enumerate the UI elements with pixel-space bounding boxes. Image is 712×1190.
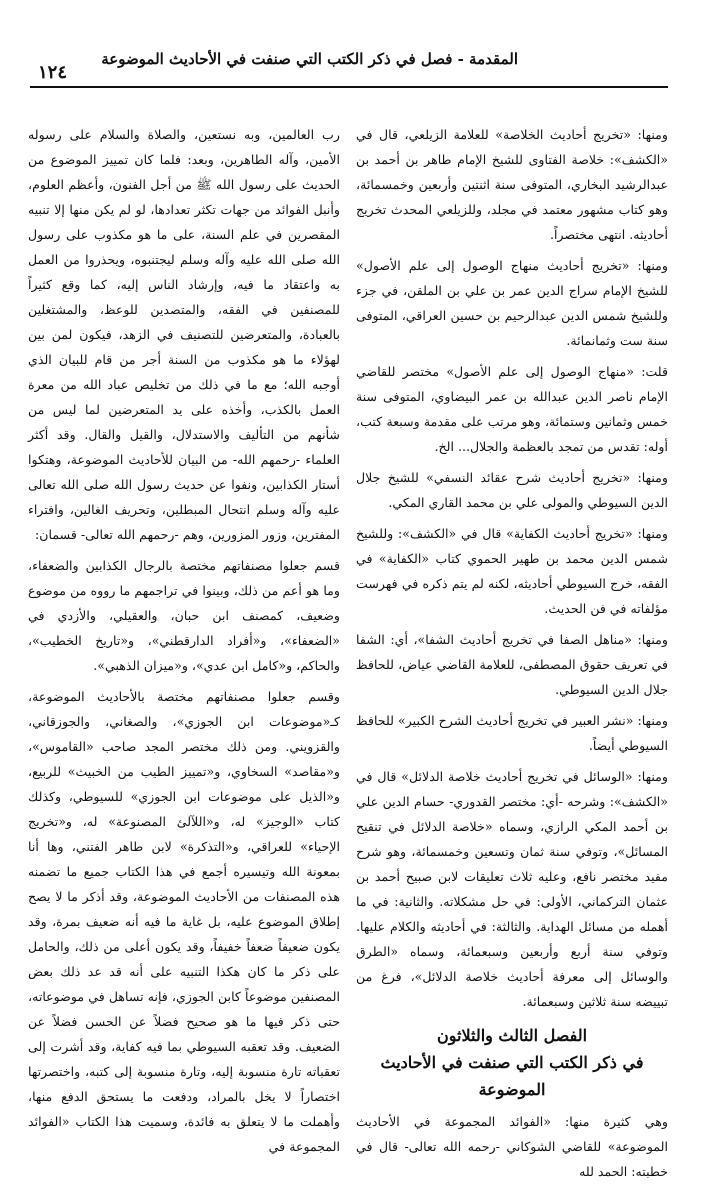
paragraph: قسم جعلوا مصنفاتهم مختصة بالرجال الكذابين والضعفاء، وما هو أعم من ذلك، وبينوا في تراجمهم ما رووه من موضوع وضعيف، كمصنف ابن حبان، والعقيلي، والأزدي في «الضعفاء»، و«أفراد الدارقطني»، و«تاريخ الخطيب»، والحاكم، و«كامل ابن عدي»، و«ميزان الذهبي». (28, 558, 340, 673)
paragraph: ومنها: «تخريج أحاديث شرح عقائد النسفي» للشيخ جلال الدين السيوطي والمولى علي بن محمد القاري المكي. (356, 470, 668, 510)
paragraph: ومنها: «نشر العبير في تخريج أحاديث الشرح الكبير» للحافظ السيوطي أيضاً. (356, 713, 668, 753)
paragraph: وقسم جعلوا مصنفاتهم مختصة بالأحاديث الموضوعة، كـ«موضوعات ابن الجوزي»، والصغاني، والجوزقاني، والقزويني. ومن ذلك مختصر المجد صاحب «القاموس»، و«مقاصد» السخاوي، و«تمييز الطيب من الخبيث» للربيع، و«الذيل على موضوعات ابن الجوزي» للسيوطي، وكذلك كتاب «الوجيز» له، و«اللآلئ المصنوعة» له، و«تخريج الإحياء» للعراقي، و«التذكرة» لابن طاهر الفتني، وها أنا بمعونة الله وتيسيره أجمع في هذا الكتاب جميع ما تضمنه هذه المصنفات من الأحاديث الموضوعة، وقد أذكر ما لا يصح إطلاق الموضوع عليه، بل غاية ما فيه أنه ضعيف بمرة، وقد يكون ضعيفاً ضعفاً خفيفاً، وقد يكون أعلى من ذلك، والحامل على ذكر ما كان هكذا التنبيه على أنه قد عد ذلك بعض المصنفين موضوعاً كابن الجوزي، فإنه تساهل في موضوعاته، حتى ذكر فيها ما هو صحيح فضلاً عن الحسن فضلاً عن الضعيف. وقد تعقبه السيوطي بما فيه كفاية، وقد أشرت إلى تعقباته تارة منسوبة إليه، وتارة منسوبة إلى كتبه، واختصرتها اختصاراً لا يخل بالمراد، ودفعت ما يستحق الدفع منها، وأهملت ما لا يتعلق به فائدة، وسميت هذا الكتاب «الفوائد المجموعة في (28, 689, 340, 1154)
paragraph: وهي كثيرة منها: «الفوائد المجموعة في الأحاديث الموضوعة» للقاضي الشوكاني -رحمه الله تعالى- قال في خطبته: الحمد لله (356, 1114, 668, 1179)
paragraph: ومنها: «تخريج أحاديث الكفاية» قال في «الكشف»: وللشيخ شمس الدين محمد بن طهير الحموي كتاب «الكفاية» في الفقه، خرج السيوطي أحاديثه، لكنه لم يتم ذكره في فهرست مؤلفاته في فن الحديث. (356, 526, 668, 616)
header-divider (30, 86, 668, 88)
chapter-number: الفصل الثالث والثلاثون (436, 1026, 588, 1045)
chapter-heading (356, 1022, 668, 1103)
paragraph: ومنها: «تخريج أحاديث منهاج الوصول إلى علم الأصول» للشيخ الإمام سراج الدين عمر بن علي بن الملقن، في جزء وللشيخ شمس الدين عبدالرحيم بن حسين العراقي، المتوفى سنة ست وثمانمائة. (356, 258, 668, 348)
left-column (28, 122, 340, 1165)
chapter-title: في ذكر الكتب التي صنفت في الأحاديث الموضوعة (380, 1053, 644, 1099)
page-header (30, 46, 668, 90)
paragraph: ومنها: «الوسائل في تخريج أحاديث خلاصة الدلائل» قال في «الكشف»: وشرحه -أي: مختصر القدوري- حسام الدين علي بن أحمد المكي الرازي، وسماه «خلاصة الدلائل في تنقيح المسائل»، وتوفي سنة ثمان وتسعين وخمسمائة، وهو شرح مفيد مختصر نافع، وعليه ثلاث تعليقات لابن صبيح أحمد بن عثمان التركماني، الأولى: في حل مشكلاته. والثانية: في ما أهمله من مسائل الهداية. والثالثة: في أحاديثه والكلام عليها. وتوفي سنة أربع وأربعين وسبعمائة، وسماه «الطرق والوسائل إلى معرفة أحاديث خلاصة الدلائل»، فرغ من تبييضه سنة ثلاثين وسبعمائة. (356, 769, 668, 1009)
right-column (356, 122, 668, 1190)
running-title: المقدمة - فصل في ذكر الكتب التي صنفت في الأحاديث الموضوعة (101, 50, 518, 68)
paragraph: ومنها: «تخريج أحاديث الخلاصة» للعلامة الزيلعي، قال في «الكشف»: خلاصة الفتاوى للشيخ الإمام طاهر بن أحمد بن عبدالرشيد البخاري، المتوفى سنة اثنتين وأربعين وخمسمائة، وهو كتاب مشهور معتمد في مجلد، وللزيلعي المحدث تخريج أحاديثه. انتهى مختصراً. (356, 127, 668, 242)
paragraph: ومنها: «مناهل الصفا في تخريج أحاديث الشفا»، أي: الشفا في تعريف حقوق المصطفى، للعلامة القاضي عياض، للحافظ جلال الدين السيوطي. (356, 632, 668, 697)
page-number: ١٢٤ (38, 62, 68, 83)
paragraph: رب العالمين، وبه نستعين، والصلاة والسلام على رسوله الأمين، وآله الطاهرين، وبعد: فلما كان تمييز الموضوع من الحديث على رسول الله ﷺ من أجل الفنون، وأعظم العلوم، وأنبل الفوائد من جهات تكثر تعدادها، لو لم يكن منها إلا تنبيه المقصرين في علم السنة، على ما هو مكذوب على رسول الله صلى الله عليه وآله وسلم ليجتنبوه، ويحذروا من العمل به واعتقاد ما فيه، وإرشاد الناس إليه، كما وقع كثيراً للمصنفين في الفقه، والمتصدين للوعظ، والمشتغلين بالعبادة، والمتعرضين للتصنيف في الزهد، فيكون لمن بين لهؤلاء ما هو مكذوب من السنة أجر من قام للبيان الذي أوجبه الله؛ مع ما في ذلك من تخليص عباد الله من معرة العمل بالكذب، وأخذه على يد المتعرضين لما ليس من شأنهم من التأليف والاستدلال، والقيل والقال. وقد أكثر العلماء -رحمهم الله- من البيان للأحاديث الموضوعة، وهتكوا أستار الكذابين، ونفوا عن حديث رسول الله صلى الله تعالى عليه وآله وسلم انتحال المبطلين، وتحريف الغالين، وافتراء المفترين، وزور المزورين، وهم -رحمهم الله تعالى- قسمان: (28, 127, 340, 542)
paragraph: قلت: «منهاج الوصول إلى علم الأصول» مختصر للقاضي الإمام ناصر الدين عبدالله بن عمر البيضاوي، المتوفى سنة خمس وثمانين وستمائة، وهو مرتب على مقدمة وسبعة كتب، أوله: تقدس من تمجد بالعظمة والجلال... الخ. (356, 364, 668, 454)
